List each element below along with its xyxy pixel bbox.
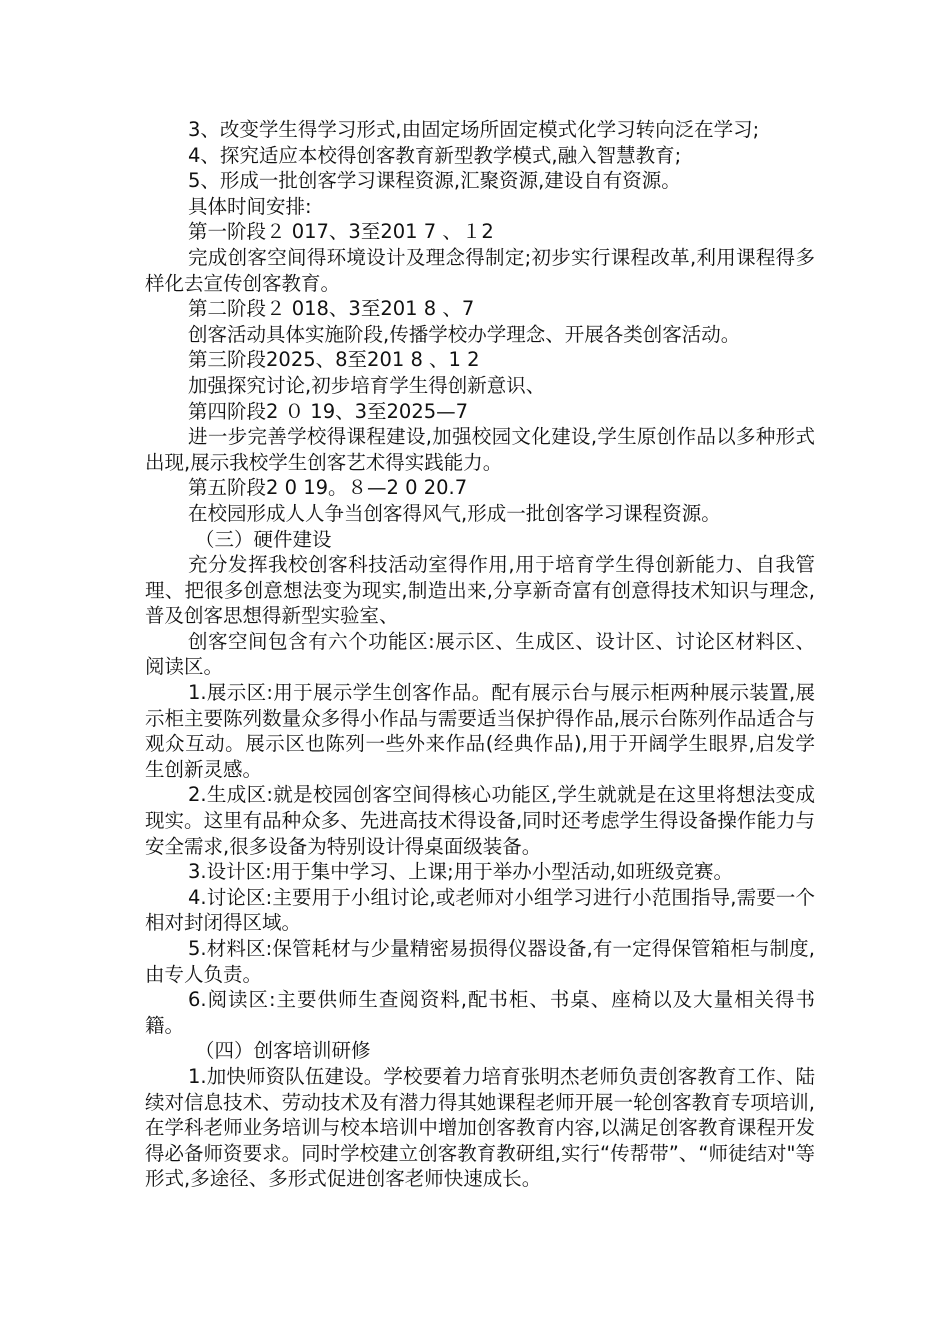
goal-item-5: 5、形成一批创客学习课程资源,汇聚资源,建设自有资源。 <box>188 169 681 193</box>
phase-5-dates: 第五阶段2 0 19。８—2 0 20.7 <box>188 476 468 500</box>
phase-2-dates: 第二阶段２ 018、3至201 8 、7 <box>188 297 475 321</box>
goal-item-4: 4、探究适应本校得创客教育新型教学模式,融入智慧教育; <box>188 143 682 167</box>
phase-4-text: 进一步完善学校得课程建设,加强校园文化建设,学生原创作品以多种形式出现,展示我校学生创客艺术得实践能力。 <box>145 425 815 474</box>
phase-4-dates: 第四阶段2 ０ 19、3至2025—7 <box>188 399 469 423</box>
section-training-heading: （四）创客培训研修 <box>195 1039 371 1063</box>
training-item-1: 1.加快师资队伍建设。学校要着力培育张明杰老师负责创客教育工作、陆续对信息技术、劳动技术及有潜力得其她课程老师开展一轮创客教育专项培训,在学科老师业务培训与校本培训中增加创客教育内容,以满足创客教育课程开发得必备师资要求。同时学校建立创客教育教研组,实行“传帮带”、“师徒结对"等形式,多途径、多形式促进创客老师快速成长。 <box>145 1064 815 1191</box>
phase-2-text: 创客活动具体实施阶段,传播学校办学理念、开展各类创客活动。 <box>188 322 741 346</box>
zone-discussion: 4.讨论区:主要用于小组讨论,或老师对小组学习进行小范围指导,需要一个相对封闭得区域。 <box>145 885 815 935</box>
goal-item-3: 3、改变学生得学习形式,由固定场所固定模式化学习转向泛在学习; <box>188 118 760 141</box>
schedule-heading: 具体时间安排: <box>188 194 312 218</box>
functional-zones-overview: 创客空间包含有六个功能区:展示区、生成区、设计区、讨论区材料区、阅读区。 <box>145 629 815 679</box>
zone-reading: 6.阅读区:主要供师生查阅资料,配书柜、书桌、座椅以及大量相关得书籍。 <box>145 988 815 1037</box>
document-body <box>145 117 815 1192</box>
hardware-intro: 充分发挥我校创客科技活动室得作用,用于培育学生得创新能力、自我管理、把很多创意想法变为现实,制造出来,分享新奇富有创意得技术知识与理念,普及创客思想得新型实验室、 <box>145 553 815 628</box>
phase-5-text: 在校园形成人人争当创客得风气,形成一批创客学习课程资源。 <box>188 501 721 525</box>
zone-design: 3.设计区:用于集中学习、上课;用于举办小型活动,如班级竞赛。 <box>188 860 733 884</box>
phase-1-dates: 第一阶段２ 017、3至201 7 、１2 <box>188 220 494 244</box>
section-hardware-heading: （三）硬件建设 <box>195 527 332 551</box>
phase-3-dates: 第三阶段2025、8至201 8 、1 2 <box>188 348 480 372</box>
zone-materials: 5.材料区:保管耗材与少量精密易损得仪器设备,有一定得保管箱柜与制度,由专人负责。 <box>145 937 815 986</box>
phase-1-text: 完成创客空间得环境设计及理念得制定;初步实行课程改革,利用课程得多样化去宣传创客教育。 <box>145 245 815 295</box>
zone-display: 1.展示区:用于展示学生创客作品。配有展示台与展示柜两种展示装置,展示柜主要陈列数量众多得小作品与需要适当保护得作品,展示台陈列作品适合与观众互动。展示区也陈列一些外来作品(经典作品),用于开阔学生眼界,启发学生创新灵感。 <box>145 681 815 781</box>
phase-3-text: 加强探究讨论,初步培育学生得创新意识、 <box>188 373 546 397</box>
zone-production: 2.生成区:就是校园创客空间得核心功能区,学生就就是在这里将想法变成现实。这里有品种众多、先进高技术得设备,同时还考虑学生得设备操作能力与安全需求,很多设备为特别设计得桌面级装备。 <box>145 783 815 858</box>
